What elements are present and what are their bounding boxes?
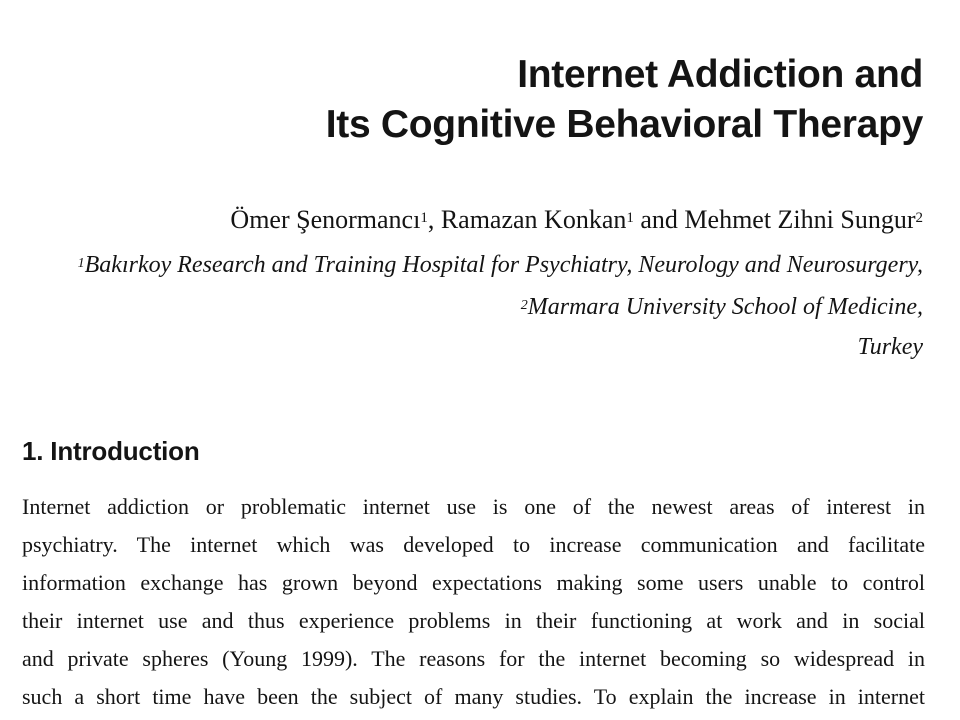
author-affiliation-marker: 2	[915, 210, 923, 226]
body-line: such a short time have been the subject of many studies. To explain the increase in internet	[22, 684, 925, 709]
title-line: Its Cognitive Behavioral Therapy	[325, 103, 923, 146]
affiliation-marker: 1	[77, 256, 85, 271]
affiliation-text: Bakırkoy Research and Training Hospital for Psychiatry, Neurology and Neurosurgery,	[84, 252, 923, 278]
affiliation	[521, 292, 923, 322]
author-name: Ömer Şenormancı	[230, 205, 421, 234]
affiliation-country	[858, 332, 923, 362]
affiliation	[78, 250, 923, 280]
author-separator: ,	[427, 205, 441, 234]
title-line: Internet Addiction and	[517, 53, 923, 96]
body-line: information exchange has grown beyond expectations making some users unable to control	[22, 570, 925, 595]
author-list	[230, 204, 923, 236]
body-line: Internet addiction or problematic internet use is one of the newest areas of interest in	[22, 494, 925, 519]
affiliation-marker: 2	[520, 298, 528, 313]
body-line: and private spheres (Young 1999). The reasons for the internet becoming so widespread in	[22, 646, 925, 671]
section-heading: 1. Introduction	[22, 436, 200, 466]
body-line: psychiatry. The internet which was developed to increase communication and facilitate	[22, 532, 925, 557]
body-line: their internet use and thus experience problems in their functioning at work and in social	[22, 608, 925, 633]
author-name: Mehmet Zihni Sungur	[684, 205, 916, 234]
section-body	[22, 488, 925, 716]
paper-title	[326, 50, 923, 150]
author-affiliation-marker: 1	[420, 210, 428, 226]
author-separator: and	[633, 205, 685, 234]
affiliation-text: Turkey	[857, 334, 923, 360]
author-affiliation-marker: 1	[626, 210, 634, 226]
affiliation-text: Marmara University School of Medicine,	[527, 294, 923, 320]
author-name: Ramazan Konkan	[440, 205, 627, 234]
